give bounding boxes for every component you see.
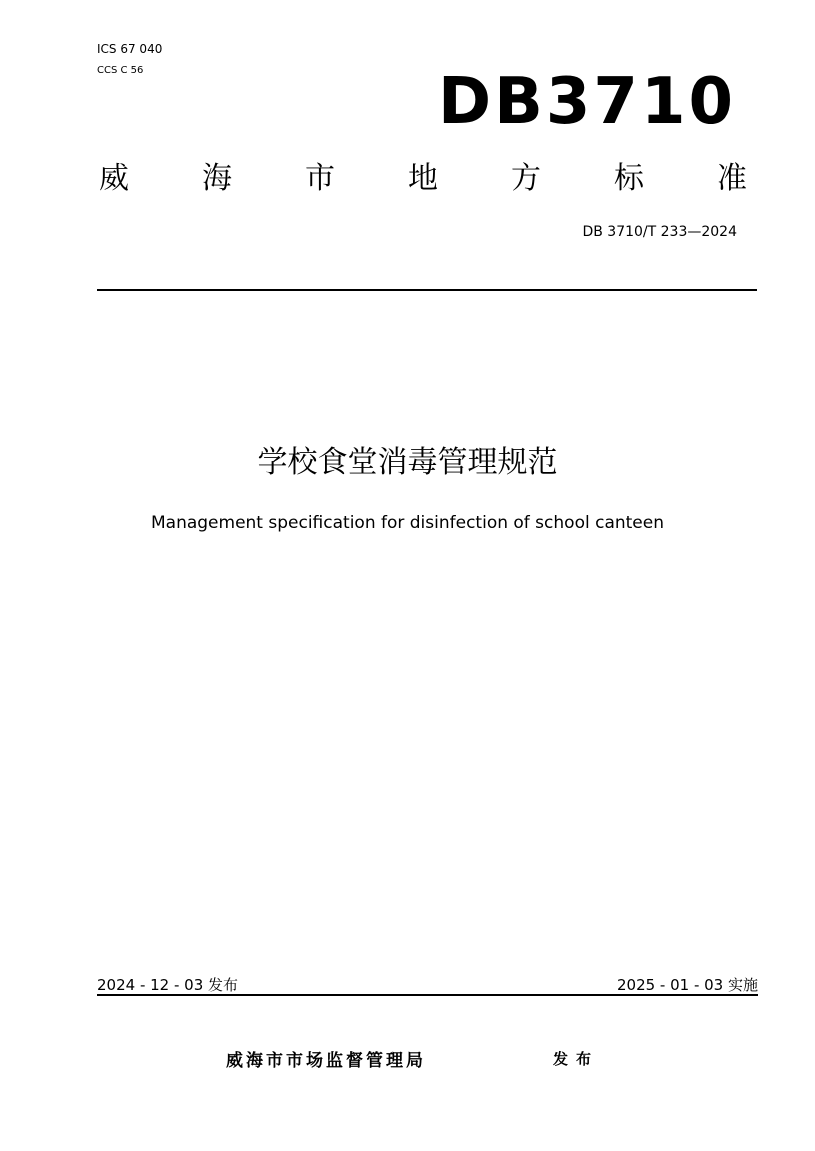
ics-code: ICS 67 040 bbox=[97, 42, 163, 56]
publish-date: 2024 - 12 - 03 发布 bbox=[97, 976, 239, 994]
standard-type-char: 市 bbox=[305, 161, 335, 196]
standard-type-char: 准 bbox=[717, 161, 747, 196]
standard-type-char: 地 bbox=[408, 161, 438, 196]
document-title-english: Management specification for disinfection of school canteen bbox=[150, 513, 664, 533]
issue-label: 发布 bbox=[553, 1050, 600, 1068]
standard-type-char: 威 bbox=[99, 161, 129, 196]
standard-type-heading bbox=[99, 158, 747, 200]
standard-type-char: 标 bbox=[614, 161, 644, 196]
top-divider bbox=[97, 289, 757, 291]
standard-number: DB 3710/T 233—2024 bbox=[582, 224, 737, 240]
implement-date: 2025 - 01 - 03 实施 bbox=[616, 976, 758, 994]
ccs-code: CCS C 56 bbox=[97, 65, 144, 76]
issuing-authority: 威海市市场监督管理局 bbox=[226, 1051, 426, 1071]
document-title-chinese: 学校食堂消毒管理规范 bbox=[257, 445, 558, 480]
standard-type-char: 方 bbox=[511, 161, 541, 196]
db-code-logo: DB3710 bbox=[437, 65, 736, 139]
bottom-divider bbox=[97, 994, 758, 996]
standard-type-char: 海 bbox=[202, 161, 232, 196]
